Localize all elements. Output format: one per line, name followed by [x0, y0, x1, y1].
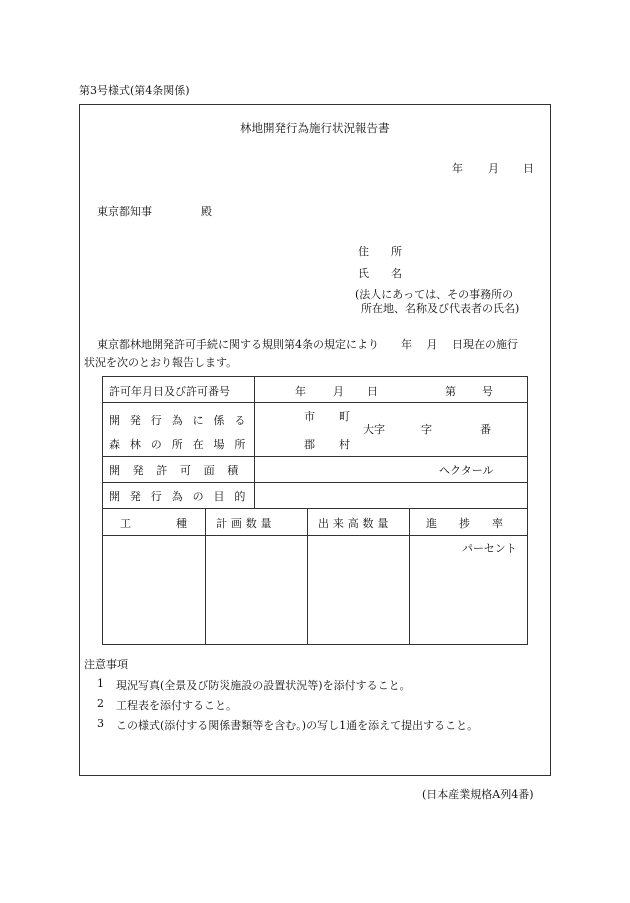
col-progress: 進 捗 率	[426, 517, 503, 530]
location-gun: 郡	[304, 438, 315, 451]
paper-size-note: (日本産業規格A列4番)	[422, 788, 534, 801]
note-text-3: この様式(添付する関係書類等を含む。)の写し1通を添えて提出すること。	[116, 719, 479, 732]
body-line2: 状況を次のとおり報告します。	[84, 356, 238, 369]
location-mura: 村	[339, 438, 350, 451]
addressee: 東京都知事	[97, 205, 152, 218]
permit-date-year: 年	[295, 385, 306, 398]
note-num-3: 3	[97, 717, 104, 730]
notes-heading: 注意事項	[84, 658, 128, 671]
permit-date-label: 許可年月日及び許可番号	[109, 385, 230, 398]
name-label: 氏 名	[358, 267, 402, 280]
col-work-type2: 種	[176, 517, 187, 530]
location-machi: 町	[339, 410, 350, 423]
area-label: 開発許可面積	[109, 464, 251, 477]
honorific: 殿	[201, 205, 212, 218]
area-unit: ヘクタール	[439, 464, 494, 477]
note-num-2: 2	[97, 697, 104, 710]
date-year: 年	[452, 162, 463, 175]
location-shi: 市	[304, 410, 315, 423]
note-text-2: 工程表を添付すること。	[116, 699, 237, 712]
col-plan-qty: 計画数量	[216, 517, 276, 530]
address-label: 住 所	[358, 245, 402, 258]
permit-date-month: 月	[333, 385, 344, 398]
location-ban: 番	[480, 423, 491, 436]
date-month: 月	[488, 162, 499, 175]
location-aza: 字	[421, 423, 432, 436]
purpose-label: 開発行為の目的	[109, 490, 256, 503]
permit-no-suffix: 号	[482, 385, 493, 398]
location-oaza: 大字	[363, 423, 385, 436]
note-num-1: 1	[97, 677, 104, 690]
progress-unit: パーセント	[462, 542, 517, 555]
col-done-qty: 出来高数量	[318, 517, 393, 530]
permit-date-day: 日	[367, 385, 378, 398]
body-line1: 東京都林地開発許可手続に関する規則第4条の規定により 年 月 日現在の施行	[97, 338, 518, 351]
location-label-line2: 森林の所在場所	[109, 438, 256, 451]
corporate-note-line1: (法人にあっては、その事務所の	[355, 288, 514, 301]
document-title: 林地開発行為施行状況報告書	[240, 121, 390, 135]
form-number: 第3号様式(第4条関係)	[79, 84, 190, 97]
col-work-type: 工	[120, 517, 131, 530]
date-day: 日	[523, 162, 534, 175]
location-label-line1: 開発行為に係る	[109, 414, 256, 427]
corporate-note-line2: 所在地、名称及び代表者の氏名)	[361, 302, 520, 315]
note-text-1: 現況写真(全景及び防災施設の設置状況等)を添付すること。	[116, 679, 411, 692]
permit-no-prefix: 第	[445, 385, 456, 398]
